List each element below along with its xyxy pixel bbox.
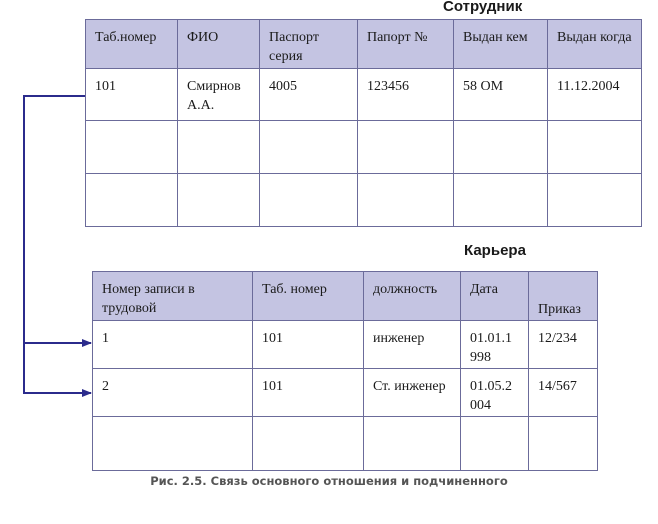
table-cell: 14/567: [529, 369, 598, 417]
table-cell: [358, 174, 454, 227]
table-row: [86, 174, 642, 227]
table-cell: [93, 417, 253, 471]
table-cell: [461, 417, 529, 471]
header-cell: Дата: [461, 272, 529, 321]
table-cell: [86, 121, 178, 174]
table-header-row: [86, 20, 642, 69]
table-row: [93, 417, 598, 471]
table-cell: [178, 121, 260, 174]
header-cell: ФИО: [178, 20, 260, 69]
header-cell: должность: [364, 272, 461, 321]
table-cell: 11.12.2004: [548, 69, 642, 121]
header-cell: Таб. номер: [253, 272, 364, 321]
table-cell: 12/234: [529, 321, 598, 369]
table-cell: 123456: [358, 69, 454, 121]
table-title-employee: Сотрудник: [443, 0, 523, 15]
table-row: [93, 369, 598, 417]
header-cell: Паспорт серия: [260, 20, 358, 69]
table-row: [86, 69, 642, 121]
header-cell: Номер записи в трудовой: [93, 272, 253, 321]
table-row: [86, 121, 642, 174]
table-cell: [260, 174, 358, 227]
table-cell: [364, 417, 461, 471]
career-table: [92, 271, 598, 471]
table-cell: 01.05.2 004: [461, 369, 529, 417]
table-header-row: [93, 272, 598, 321]
table-cell: [548, 121, 642, 174]
table-cell: Ст. инженер: [364, 369, 461, 417]
table-cell: 101: [86, 69, 178, 121]
table-cell: [454, 174, 548, 227]
table-cell: [253, 417, 364, 471]
table-cell: 1: [93, 321, 253, 369]
figure-caption: Рис. 2.5. Связь основного отношения и подчиненного: [150, 474, 508, 488]
table-cell: [260, 121, 358, 174]
table-cell: [86, 174, 178, 227]
table-cell: [454, 121, 548, 174]
table-cell: 01.01.1 998: [461, 321, 529, 369]
table-cell: 2: [93, 369, 253, 417]
header-cell: Приказ: [529, 272, 598, 321]
table-cell: 101: [253, 321, 364, 369]
table-cell: [529, 417, 598, 471]
employee-table: [85, 19, 642, 227]
header-cell: Папорт №: [358, 20, 454, 69]
table-cell: инженер: [364, 321, 461, 369]
header-cell: Таб.номер: [86, 20, 178, 69]
table-cell: 101: [253, 369, 364, 417]
table-row: [93, 321, 598, 369]
table-cell: [358, 121, 454, 174]
header-cell: Выдан кем: [454, 20, 548, 69]
table-title-career: Карьера: [464, 242, 526, 259]
connector-trunk-line: [24, 96, 85, 394]
table-cell: [178, 174, 260, 227]
header-cell: Выдан когда: [548, 20, 642, 69]
table-cell: Смирнов А.А.: [178, 69, 260, 121]
table-cell: 4005: [260, 69, 358, 121]
table-cell: [548, 174, 642, 227]
table-cell: 58 ОМ: [454, 69, 548, 121]
